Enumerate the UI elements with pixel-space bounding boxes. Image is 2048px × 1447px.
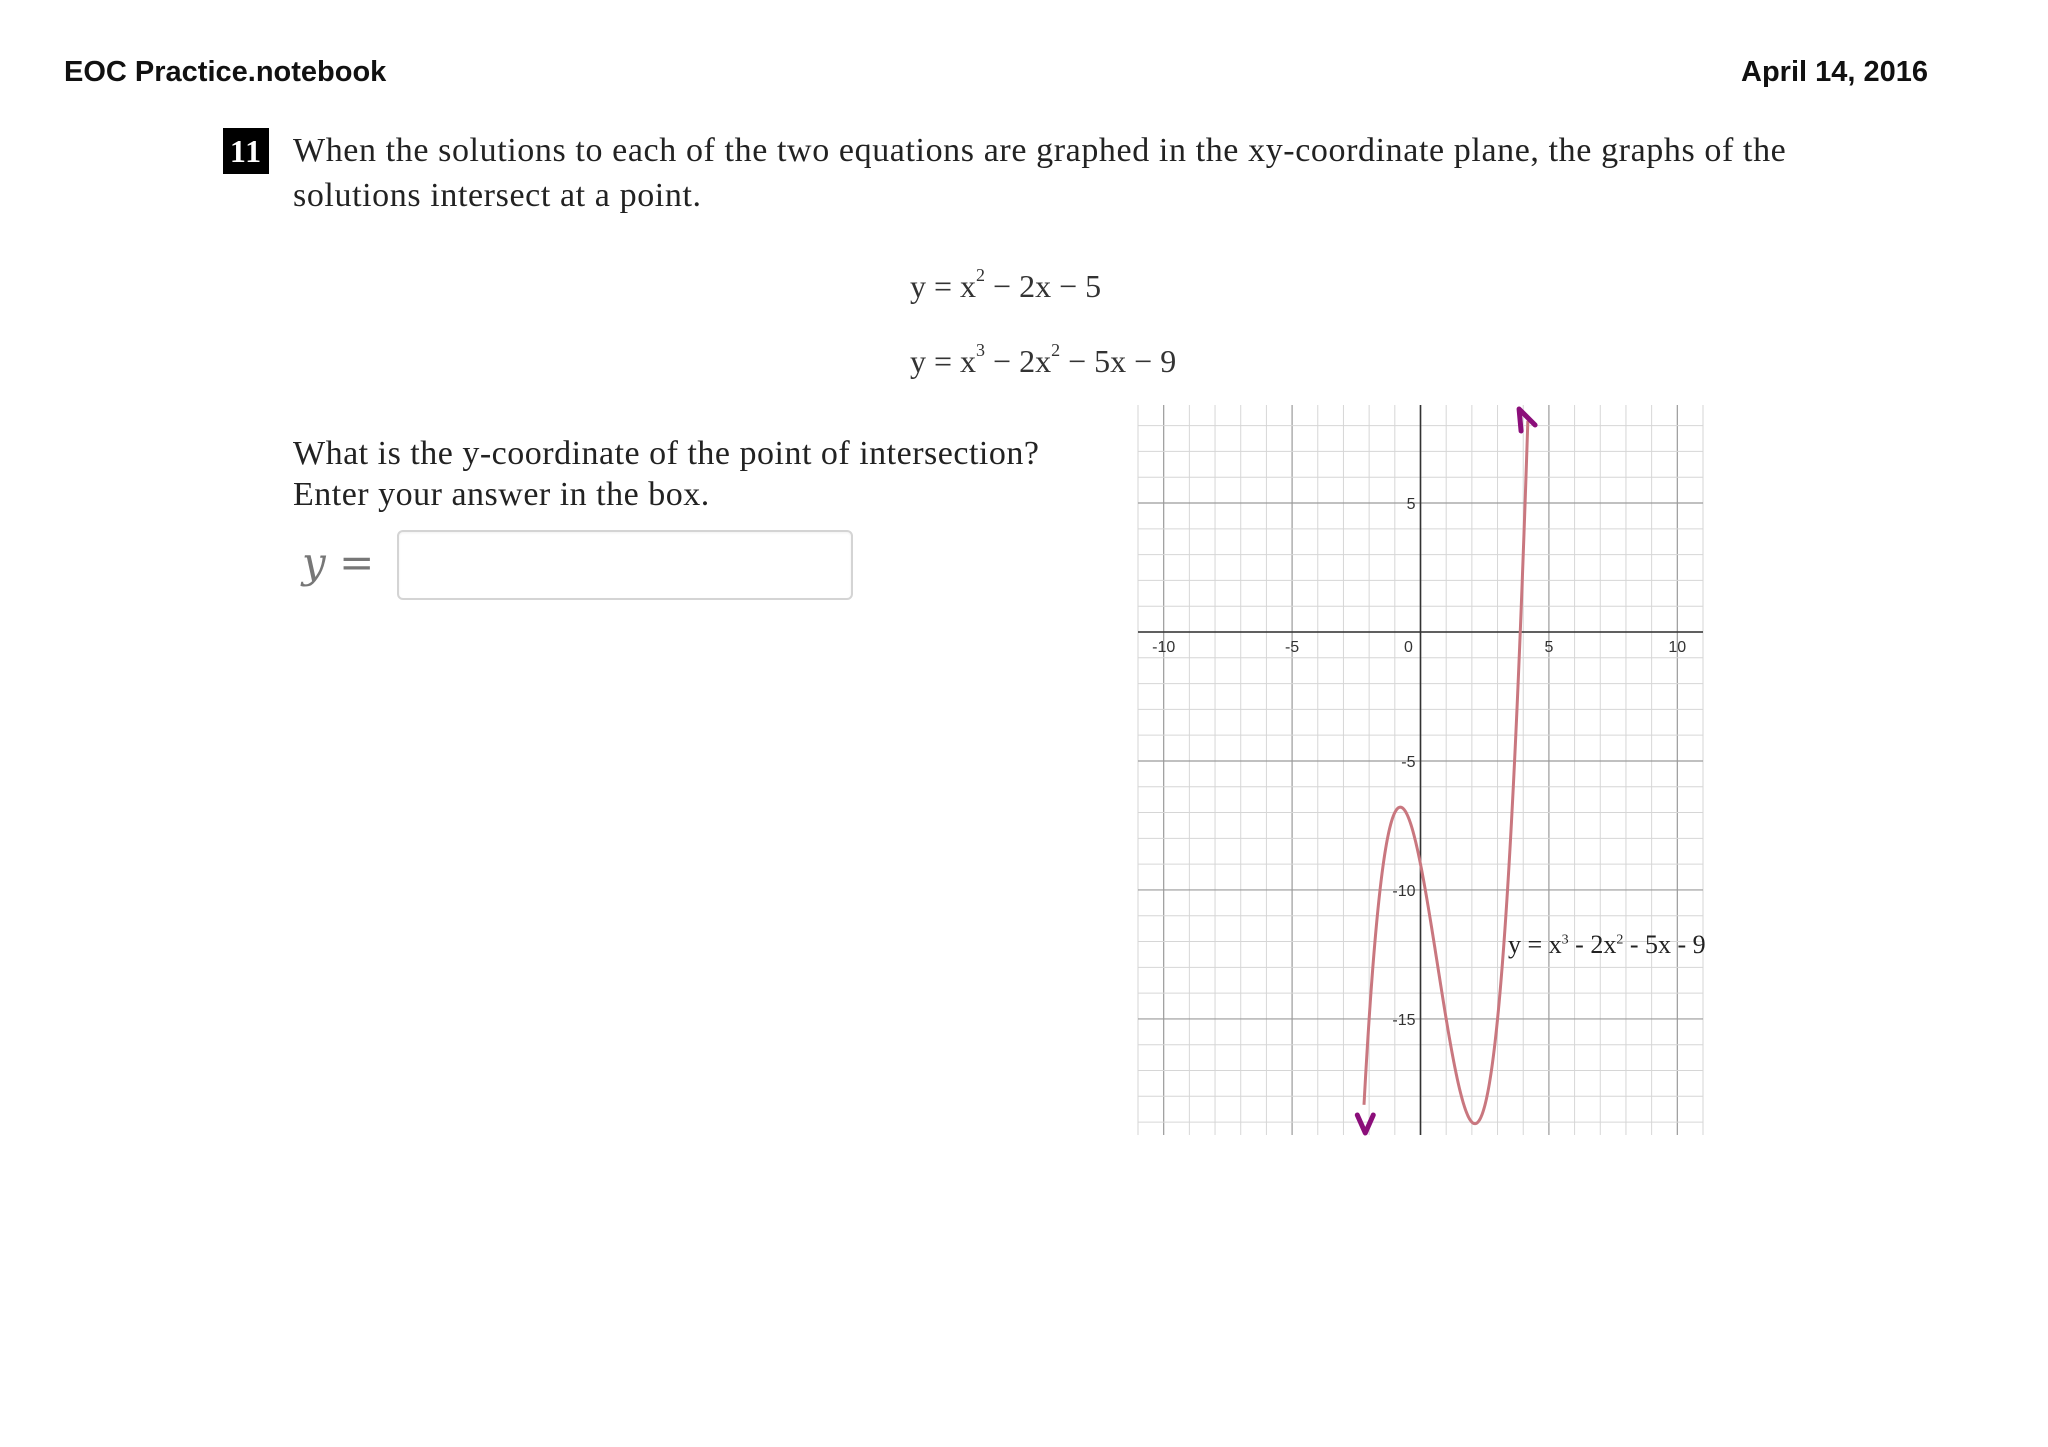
curve-label	[1508, 930, 1706, 960]
y-tick-label: -10	[1392, 882, 1416, 900]
x-tick-label: 5	[1544, 638, 1554, 656]
eq2-rest: − 5x − 9	[1060, 343, 1177, 379]
eq2-exponent-1: 3	[976, 340, 986, 361]
answer-input-box[interactable]	[397, 530, 853, 600]
question-prompt	[293, 433, 1113, 515]
y-tick-label: -5	[1401, 753, 1416, 771]
eq1-rest: − 2x − 5	[985, 268, 1102, 304]
answer-label: y =	[302, 538, 375, 587]
x-tick-label: 0	[1404, 638, 1413, 656]
eq2-exponent-2: 2	[1051, 340, 1061, 361]
eq2-mid: − 2x	[985, 343, 1052, 379]
curve-label-exp1: 3	[1561, 932, 1569, 948]
y-tick-label: -15	[1392, 1011, 1416, 1029]
equation-quadratic	[910, 265, 1102, 305]
prompt-line-2: Enter your answer in the box.	[293, 476, 710, 513]
page-date: April 14, 2016	[1741, 56, 1928, 88]
question-number-badge: 11	[223, 128, 269, 174]
curve-label-lhs: y = x	[1508, 930, 1562, 959]
notebook-title: EOC Practice.notebook	[64, 56, 387, 88]
y-tick-label: 5	[1406, 496, 1416, 514]
eq2-lhs: y = x	[910, 343, 977, 379]
x-tick-label: 10	[1668, 638, 1687, 656]
eq1-lhs: y = x	[910, 268, 977, 304]
curve-label-exp2: 2	[1616, 932, 1624, 948]
x-tick-label: -5	[1284, 638, 1300, 656]
x-tick-label: -10	[1152, 638, 1176, 656]
coordinate-graph	[1130, 400, 1710, 1160]
curve-label-rest: - 5x - 9	[1623, 930, 1706, 959]
question-text: When the solutions to each of the two equations are graphed in the xy-coordinate plane, the graphs of the solutions intersect at a point.	[293, 132, 1787, 214]
arrow-down-icon	[1357, 1115, 1373, 1133]
prompt-line-1: What is the y-coordinate of the point of intersection?	[293, 435, 1040, 472]
eq1-exponent: 2	[976, 265, 986, 286]
equation-cubic	[910, 340, 1177, 380]
curve-label-mid: - 2x	[1568, 930, 1617, 959]
